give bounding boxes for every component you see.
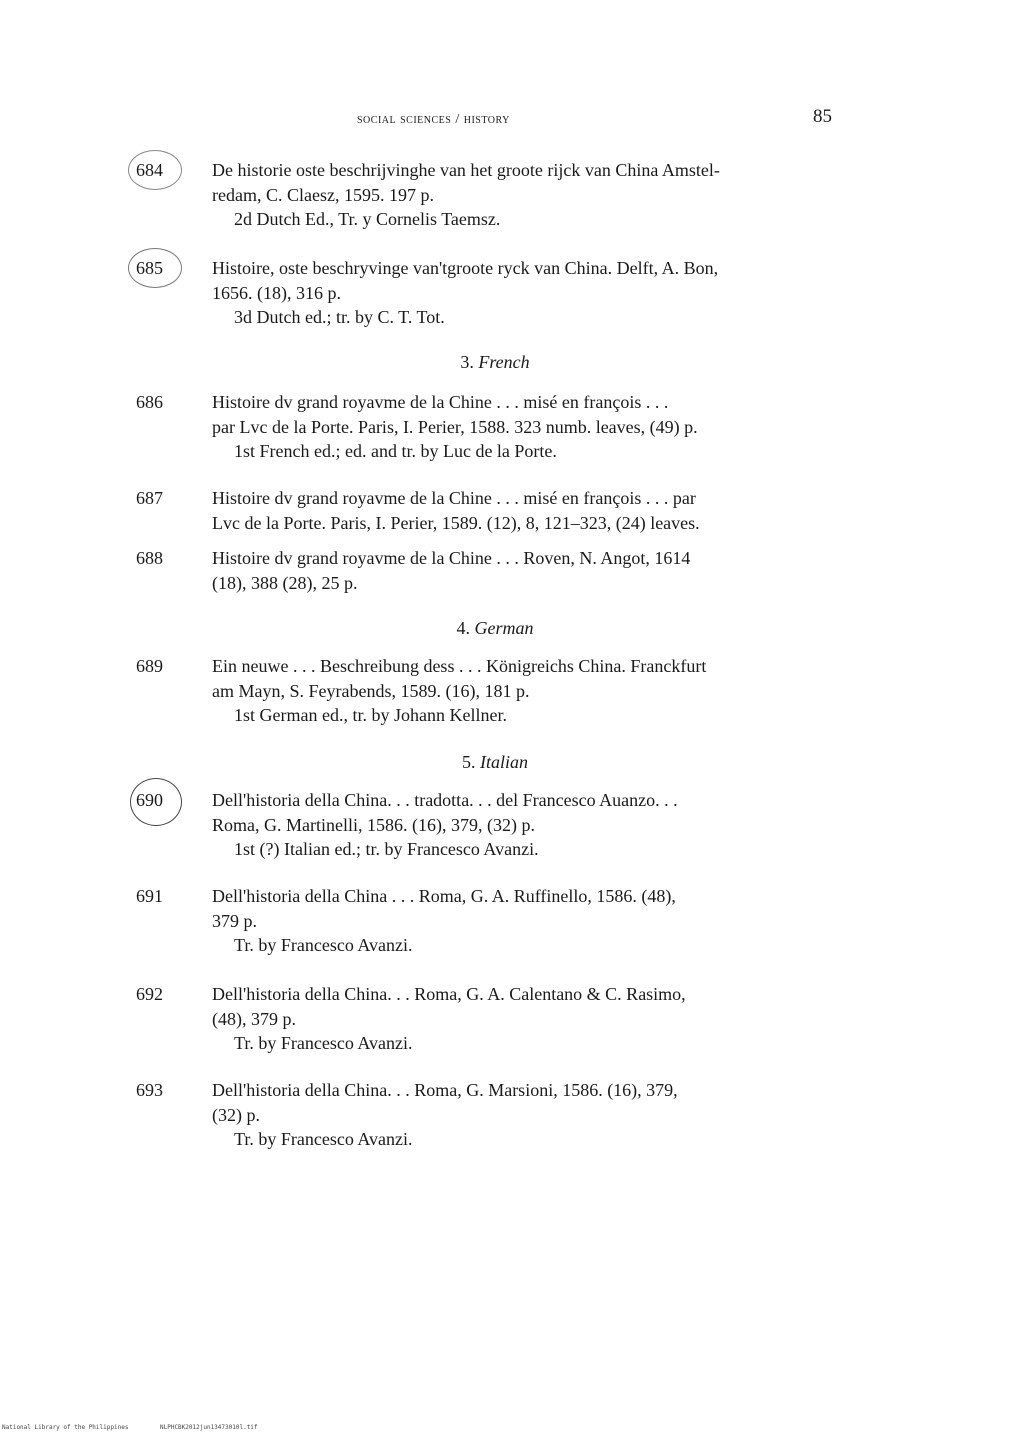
page-number: 85	[813, 106, 832, 127]
entry-684	[130, 158, 850, 232]
section-title: French	[478, 352, 530, 372]
running-head: social sciences / history	[357, 112, 510, 127]
entry-note: 1st French ed.; ed. and tr. by Luc de la Porte.	[234, 441, 557, 461]
footer-library-label: National Library of the Philippines	[2, 1424, 129, 1431]
entry-691	[130, 884, 850, 958]
entry-body	[212, 788, 840, 862]
entry-line: Lvc de la Porte. Paris, I. Perier, 1589. (12), 8, 121–323, (24) leaves.	[212, 512, 700, 533]
entry-number: 691	[136, 886, 163, 906]
entry-line: 379 p.	[212, 910, 257, 931]
entry-line: (18), 388 (28), 25 p.	[212, 572, 358, 593]
entry-686	[130, 390, 850, 464]
entry-line: Dell'historia della China. . . Roma, G. A. Calentano & C. Rasimo,	[212, 984, 686, 1004]
entry-body	[212, 654, 840, 728]
entry-note: 1st (?) Italian ed.; tr. by Francesco Avanzi.	[234, 839, 539, 859]
section-number: 5.	[462, 752, 476, 772]
entry-line: am Mayn, S. Feyrabends, 1589. (16), 181 p.	[212, 680, 530, 701]
section-heading-italian	[150, 752, 840, 773]
entry-note: Tr. by Francesco Avanzi.	[234, 1129, 413, 1149]
entry-line: Roma, G. Martinelli, 1586. (16), 379, (32) p.	[212, 814, 535, 835]
entry-line: redam, C. Claesz, 1595. 197 p.	[212, 184, 434, 205]
entry-690	[130, 788, 850, 862]
section-heading-german	[150, 618, 840, 639]
entry-body	[212, 486, 840, 535]
entry-body	[212, 390, 840, 464]
entry-number: 687	[136, 488, 163, 508]
entry-number: 688	[136, 548, 163, 568]
entry-line: Histoire, oste beschryvinge van'tgroote ryck van China. Delft, A. Bon,	[212, 258, 719, 278]
entry-line: (48), 379 p.	[212, 1008, 296, 1029]
entry-line: Histoire dv grand royavme de la Chine . . . misé en françois . . . par	[212, 488, 696, 508]
entry-number: 684	[136, 160, 163, 180]
footer-file-label: NLPHCBK2012jun13473010l.tif	[160, 1424, 258, 1431]
entry-line: Ein neuwe . . . Beschreibung dess . . . Königreichs China. Franckfurt	[212, 656, 707, 676]
entry-body	[212, 982, 840, 1056]
entry-number: 685	[136, 258, 163, 278]
entry-688	[130, 546, 850, 595]
section-title: Italian	[480, 752, 528, 772]
entry-note: 3d Dutch ed.; tr. by C. T. Tot.	[234, 307, 445, 327]
handwritten-circle-mark-685	[128, 248, 182, 288]
handwritten-circle-mark-690	[130, 778, 182, 826]
entry-number: 689	[136, 656, 163, 676]
entry-body	[212, 256, 840, 330]
section-number: 3.	[460, 352, 474, 372]
entry-689	[130, 654, 850, 728]
entry-line: Histoire dv grand royavme de la Chine . . . Roven, N. Angot, 1614	[212, 548, 691, 568]
entry-line: par Lvc de la Porte. Paris, I. Perier, 1588. 323 numb. leaves, (49) p.	[212, 416, 698, 437]
entry-number: 690	[136, 790, 163, 810]
entry-body	[212, 546, 840, 595]
entry-number: 692	[136, 984, 163, 1004]
entry-line: Histoire dv grand royavme de la Chine . . . misé en françois . . .	[212, 392, 669, 412]
entry-693	[130, 1078, 850, 1152]
entry-line: Dell'historia della China. . . Roma, G. Marsioni, 1586. (16), 379,	[212, 1080, 678, 1100]
entry-line: (32) p.	[212, 1104, 260, 1125]
handwritten-circle-mark-684	[128, 150, 182, 190]
section-heading-french	[150, 352, 840, 373]
entry-692	[130, 982, 850, 1056]
entry-line: De historie oste beschrijvinghe van het groote rijck van China Amstel-	[212, 160, 720, 180]
entry-685	[130, 256, 850, 330]
entry-number: 686	[136, 392, 163, 412]
entry-body	[212, 884, 840, 958]
entry-note: Tr. by Francesco Avanzi.	[234, 935, 413, 955]
entry-687	[130, 486, 850, 535]
entry-number: 693	[136, 1080, 163, 1100]
entry-line: Dell'historia della China. . . tradotta. . . del Francesco Auanzo. . .	[212, 790, 678, 810]
entry-line: Dell'historia della China . . . Roma, G. A. Ruffinello, 1586. (48),	[212, 886, 676, 906]
entry-note: 1st German ed., tr. by Johann Kellner.	[234, 705, 507, 725]
entry-note: 2d Dutch Ed., Tr. y Cornelis Taemsz.	[234, 209, 501, 229]
page-header	[150, 104, 840, 134]
entry-note: Tr. by Francesco Avanzi.	[234, 1033, 413, 1053]
section-title: German	[474, 618, 534, 638]
entry-body	[212, 158, 840, 232]
entry-line: 1656. (18), 316 p.	[212, 282, 341, 303]
section-number: 4.	[456, 618, 470, 638]
entry-body	[212, 1078, 840, 1152]
